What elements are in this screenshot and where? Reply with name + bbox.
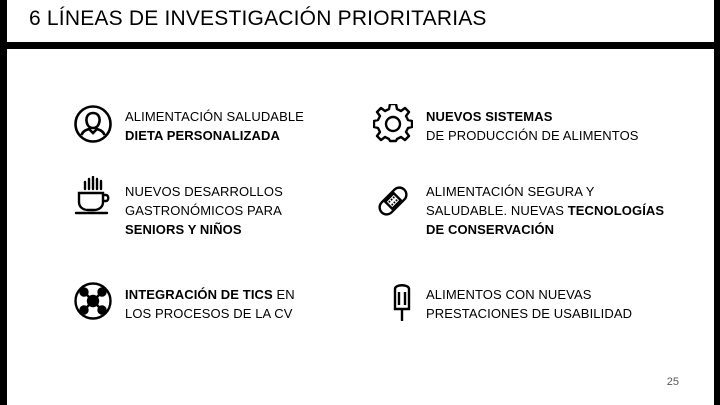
slide-title: 6 LÍNEAS DE INVESTIGACIÓN PRIORITARIAS [29,7,487,30]
slide-content [7,49,714,405]
item-line-bold: DIETA PERSONALIZADA [125,128,281,143]
item-line: GASTRONÓMICOS PARA [125,203,282,218]
coffee-cup-icon [73,176,113,216]
item-line: PRESTACIONES DE USABILIDAD [426,306,633,321]
popsicle-icon [383,281,423,321]
item-line: DE PRODUCCIÓN DE ALIMENTOS [426,128,639,143]
gear-icon [373,104,413,144]
item-line-bold: NUEVOS SISTEMAS [426,109,553,124]
title-bar [7,0,714,42]
network-icon [73,281,113,321]
item-line-bold: DE CONSERVACIÓN [426,222,555,237]
person-icon [73,104,113,144]
item-line: NUEVOS DESARROLLOS [125,184,283,199]
item-line: SALUDABLE. NUEVAS TECNOLOGÍAS [426,203,665,218]
item-line: ALIMENTACIÓN SEGURA Y [426,184,595,199]
item-line: INTEGRACIÓN DE TICS EN [125,287,295,302]
item-line: ALIMENTOS CON NUEVAS [426,287,592,302]
item-line: ALIMENTACIÓN SALUDABLE [125,109,304,124]
page-number: 25 [666,376,679,388]
item-line: LOS PROCESOS DE LA CV [125,306,293,321]
bandage-icon [373,181,413,221]
item-line-bold: SENIORS Y NIÑOS [125,222,242,237]
